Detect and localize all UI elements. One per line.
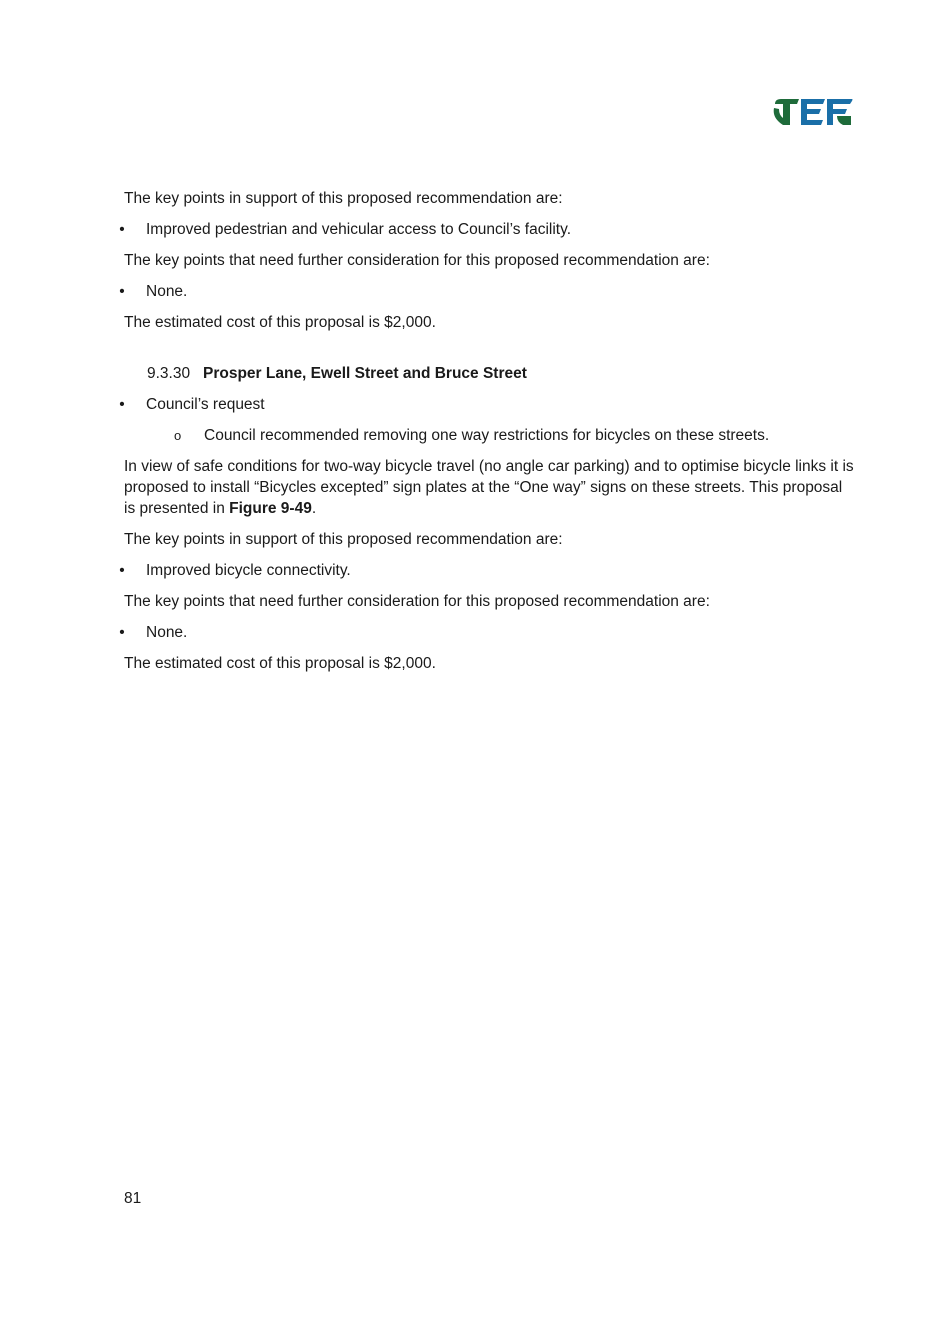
bullet-item <box>119 622 854 643</box>
bullet-text: Council’s request <box>146 396 265 413</box>
bullet-item <box>119 219 854 240</box>
section-number: 9.3.30 <box>147 365 191 382</box>
section-title: Prosper Lane, Ewell Street and Bruce Street <box>203 365 527 382</box>
bullet-text: None. <box>146 283 188 300</box>
bullet-icon: • <box>119 562 125 579</box>
bullet-icon: • <box>119 624 125 641</box>
bullet-item <box>119 281 854 302</box>
paragraph: The key points that need further consideration for this proposed recommendation are: <box>124 252 710 269</box>
document-body <box>119 188 854 684</box>
figure-reference: Figure 9-49 <box>229 500 312 517</box>
paragraph <box>124 456 854 519</box>
section-heading <box>147 363 854 384</box>
bullet-icon: • <box>119 396 125 413</box>
sub-bullet-text: Council recommended removing one way restrictions for bicycles on these streets. <box>204 427 770 444</box>
bullet-text: Improved pedestrian and vehicular access to Council’s facility. <box>146 221 572 238</box>
bullet-icon: • <box>119 221 125 238</box>
bullet-item <box>119 394 854 415</box>
paragraph: The estimated cost of this proposal is $2,000. <box>124 655 436 672</box>
bullet-icon: • <box>119 283 125 300</box>
sub-bullet-item <box>124 425 854 446</box>
paragraph: The key points in support of this proposed recommendation are: <box>124 531 563 548</box>
paragraph-text: In view of safe conditions for two-way bicycle travel (no angle car parking) and to optimise bicycle links it is proposed to install “Bicycles excepted” sign plates at the “One way” signs on these streets. This proposal is presented in <box>124 458 854 517</box>
paragraph: The key points in support of this proposed recommendation are: <box>124 190 563 207</box>
bullet-text: Improved bicycle connectivity. <box>146 562 351 579</box>
paragraph: The estimated cost of this proposal is $2,000. <box>124 314 436 331</box>
paragraph-end: . <box>311 500 317 517</box>
tef-logo <box>773 98 853 126</box>
circle-bullet-icon: o <box>174 428 182 443</box>
paragraph: The key points that need further consideration for this proposed recommendation are: <box>124 593 710 610</box>
bullet-text: None. <box>146 624 188 641</box>
bullet-item <box>119 560 854 581</box>
page-number: 81 <box>124 1190 142 1207</box>
